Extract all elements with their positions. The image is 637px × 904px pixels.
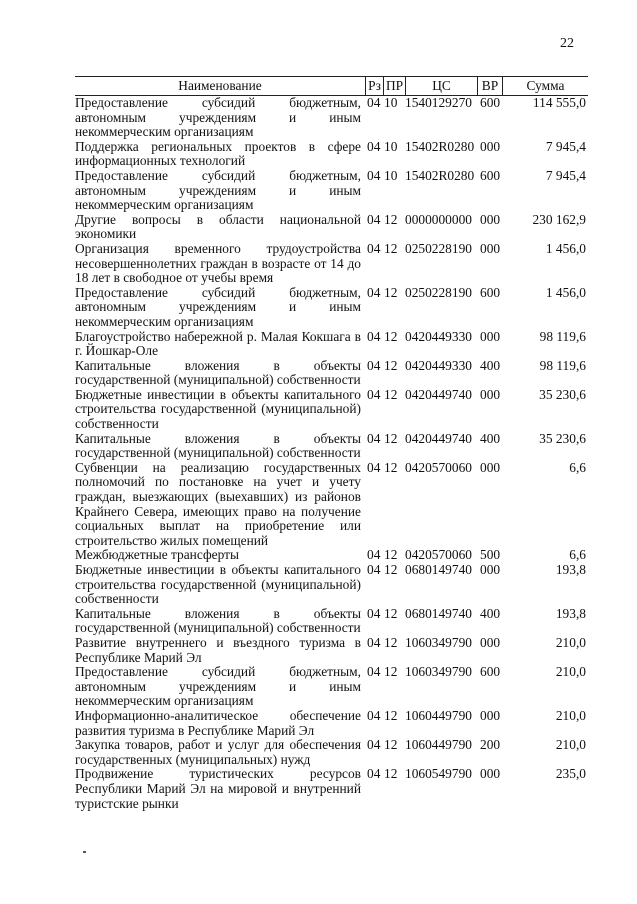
row-pr: 12: [384, 284, 398, 300]
row-cs: 0680149740: [405, 605, 472, 621]
header-rz: Рз: [365, 77, 383, 95]
row-vr: 200: [480, 737, 501, 753]
row-rz: 04: [367, 357, 381, 373]
row-rz: 04: [367, 605, 381, 621]
row-vr: 000: [480, 707, 501, 723]
row-vr: 000: [480, 240, 501, 256]
row-cs: 1060349790: [405, 634, 472, 650]
scan-speck: [83, 851, 86, 853]
table-row: [75, 607, 588, 636]
row-sum: 7 945,4: [545, 167, 586, 183]
row-cs: 0420449330: [405, 328, 472, 344]
table-body: [75, 96, 588, 811]
row-name: Субвенции на реализацию государственных полномочий по постановке на учет и учету граждан, выезжающих (выехавших) из районов Крайнего Севера, имеющих право на получение социальных выплат на приобретение или строительство жилых помещений: [75, 459, 361, 548]
row-vr: 400: [480, 357, 501, 373]
table-row: [75, 359, 588, 388]
table-row: [75, 96, 588, 140]
row-rz: 04: [367, 547, 381, 563]
row-vr: 000: [480, 386, 501, 402]
budget-table: [75, 76, 588, 811]
row-sum: 210,0: [555, 737, 586, 753]
row-pr: 12: [384, 211, 398, 227]
row-rz: 04: [367, 284, 381, 300]
row-cs: 0420570060: [405, 547, 472, 563]
row-name: Развитие внутреннего и въездного туризма в Республике Марий Эл: [75, 634, 361, 665]
row-rz: 04: [367, 386, 381, 402]
row-rz: 04: [367, 459, 381, 475]
table-row: [75, 286, 588, 330]
table-row: [75, 242, 588, 286]
row-pr: 12: [384, 430, 398, 446]
row-sum: 210,0: [555, 664, 586, 680]
row-rz: 04: [367, 562, 381, 577]
row-pr: 12: [384, 357, 398, 373]
row-name: Предоставление субсидий бюджетным, автономным учреждениям и иным некоммерческим организациям: [75, 284, 361, 329]
page-number: 22: [560, 36, 574, 51]
row-sum: 230 162,9: [532, 211, 586, 227]
row-cs: 0420449740: [405, 386, 472, 402]
row-rz: 04: [367, 664, 381, 680]
row-vr: 000: [480, 459, 501, 475]
row-rz: 04: [367, 737, 381, 753]
row-sum: 1 456,0: [545, 240, 586, 256]
header-name: Наименование: [178, 78, 262, 93]
row-name: Капитальные вложения в объекты государственной (муниципальной) собственности: [75, 605, 361, 636]
header-cs: ЦС: [405, 77, 477, 95]
row-cs: 0000000000: [405, 211, 472, 227]
row-sum: 7 945,4: [545, 138, 586, 154]
row-rz: 04: [367, 707, 381, 723]
row-pr: 12: [384, 240, 398, 256]
row-pr: 12: [384, 547, 398, 563]
row-pr: 10: [384, 138, 398, 154]
header-pr: ПР: [383, 77, 405, 95]
row-pr: 10: [384, 95, 398, 110]
table-row: [75, 709, 588, 738]
row-name: Продвижение туристических ресурсов Республики Марий Эл на мировой и внутренний туристские рынки: [75, 766, 361, 811]
table-row: [75, 330, 588, 359]
row-pr: 12: [384, 562, 398, 577]
row-name: Информационно-аналитическое обеспечение развития туризма в Республике Марий Эл: [75, 707, 361, 738]
row-name: Предоставление субсидий бюджетным, автономным учреждениям и иным некоммерческим организациям: [75, 95, 361, 140]
row-pr: 12: [384, 664, 398, 680]
row-rz: 04: [367, 138, 381, 154]
row-cs: 0680149740: [405, 562, 472, 577]
table-row: [75, 636, 588, 665]
row-cs: 0420570060: [405, 459, 472, 475]
row-name: Организация временного трудоустройства несовершеннолетних граждан в возрасте от 14 до 18 лет в свободное от учебы время: [75, 240, 361, 286]
row-rz: 04: [367, 167, 381, 183]
row-vr: 400: [480, 605, 501, 621]
row-cs: 1060449790: [405, 707, 472, 723]
row-pr: 12: [384, 605, 398, 621]
row-vr: 500: [480, 547, 501, 563]
row-cs: 1060549790: [405, 766, 472, 782]
row-rz: 04: [367, 240, 381, 256]
row-name: Бюджетные инвестиции в объекты капитального строительства государственной (муниципальной) собственности: [75, 562, 361, 607]
row-cs: 1060349790: [405, 664, 472, 680]
row-vr: 000: [480, 766, 501, 782]
row-name: Капитальные вложения в объекты государственной (муниципальной) собственности: [75, 430, 361, 461]
row-name: Межбюджетные трансферты: [75, 547, 239, 563]
row-name: Другие вопросы в области национальной экономики: [75, 211, 361, 242]
row-name: Предоставление субсидий бюджетным, автономным учреждениям и иным некоммерческим организациям: [75, 664, 361, 709]
row-vr: 000: [480, 562, 501, 577]
row-pr: 12: [384, 459, 398, 475]
row-vr: 600: [480, 664, 501, 680]
row-name: Благоустройство набережной р. Малая Кокшага в г. Йошкар-Оле: [75, 328, 361, 359]
row-rz: 04: [367, 95, 381, 110]
row-sum: 114 555,0: [532, 95, 586, 110]
table-row: [75, 665, 588, 709]
row-cs: 1060449790: [405, 737, 472, 753]
row-sum: 98 119,6: [539, 357, 586, 373]
row-name: Капитальные вложения в объекты государственной (муниципальной) собственности: [75, 357, 361, 388]
table-header: [75, 76, 588, 96]
row-vr: 000: [480, 634, 501, 650]
row-cs: 1540129270: [405, 95, 472, 110]
row-pr: 10: [384, 167, 398, 183]
row-name: Бюджетные инвестиции в объекты капитального строительства государственной (муниципальной) собственности: [75, 386, 361, 432]
row-sum: 193,8: [555, 605, 586, 621]
row-pr: 12: [384, 634, 398, 650]
row-cs: 0250228190: [405, 284, 472, 300]
row-vr: 400: [480, 430, 501, 446]
row-name: Закупка товаров, работ и услуг для обеспечения государственных (муниципальных) нужд: [75, 737, 361, 767]
row-sum: 6,6: [569, 547, 586, 563]
row-rz: 04: [367, 328, 381, 344]
row-sum: 235,0: [555, 766, 586, 782]
row-sum: 35 230,6: [539, 386, 586, 402]
row-pr: 12: [384, 328, 398, 344]
row-vr: 000: [480, 328, 501, 344]
row-pr: 12: [384, 707, 398, 723]
table-row: [75, 767, 588, 811]
row-cs: 0420449330: [405, 357, 472, 373]
row-sum: 35 230,6: [539, 430, 586, 446]
row-rz: 04: [367, 634, 381, 650]
row-rz: 04: [367, 766, 381, 782]
row-cs: 15402R0280: [405, 167, 475, 183]
row-sum: 210,0: [555, 707, 586, 723]
row-sum: 98 119,6: [539, 328, 586, 344]
row-sum: 6,6: [569, 459, 586, 475]
table-row: [75, 563, 588, 607]
table-row: [75, 169, 588, 213]
table-row: [75, 432, 588, 461]
header-sum: Сумма: [502, 77, 588, 95]
row-name: Предоставление субсидий бюджетным, автономным учреждениям и иным некоммерческим организациям: [75, 167, 361, 213]
row-pr: 12: [384, 386, 398, 402]
row-name: Поддержка региональных проектов в сфере информационных технологий: [75, 138, 361, 169]
row-cs: 15402R0280: [405, 138, 475, 154]
row-vr: 000: [480, 138, 501, 154]
row-cs: 0420449740: [405, 430, 472, 446]
row-sum: 1 456,0: [545, 284, 586, 300]
row-pr: 12: [384, 766, 398, 782]
row-vr: 600: [480, 284, 501, 300]
row-vr: 600: [480, 95, 501, 110]
table-row: [75, 213, 588, 242]
table-row: [75, 388, 588, 432]
table-row: [75, 461, 588, 549]
row-vr: 600: [480, 167, 501, 183]
row-sum: 193,8: [555, 562, 586, 577]
row-cs: 0250228190: [405, 240, 472, 256]
row-sum: 210,0: [555, 634, 586, 650]
table-row: [75, 548, 588, 563]
row-rz: 04: [367, 211, 381, 227]
table-row: [75, 140, 588, 169]
row-pr: 12: [384, 737, 398, 753]
row-vr: 000: [480, 211, 501, 227]
table-row: [75, 738, 588, 767]
row-rz: 04: [367, 430, 381, 446]
header-vr: ВР: [477, 77, 502, 95]
